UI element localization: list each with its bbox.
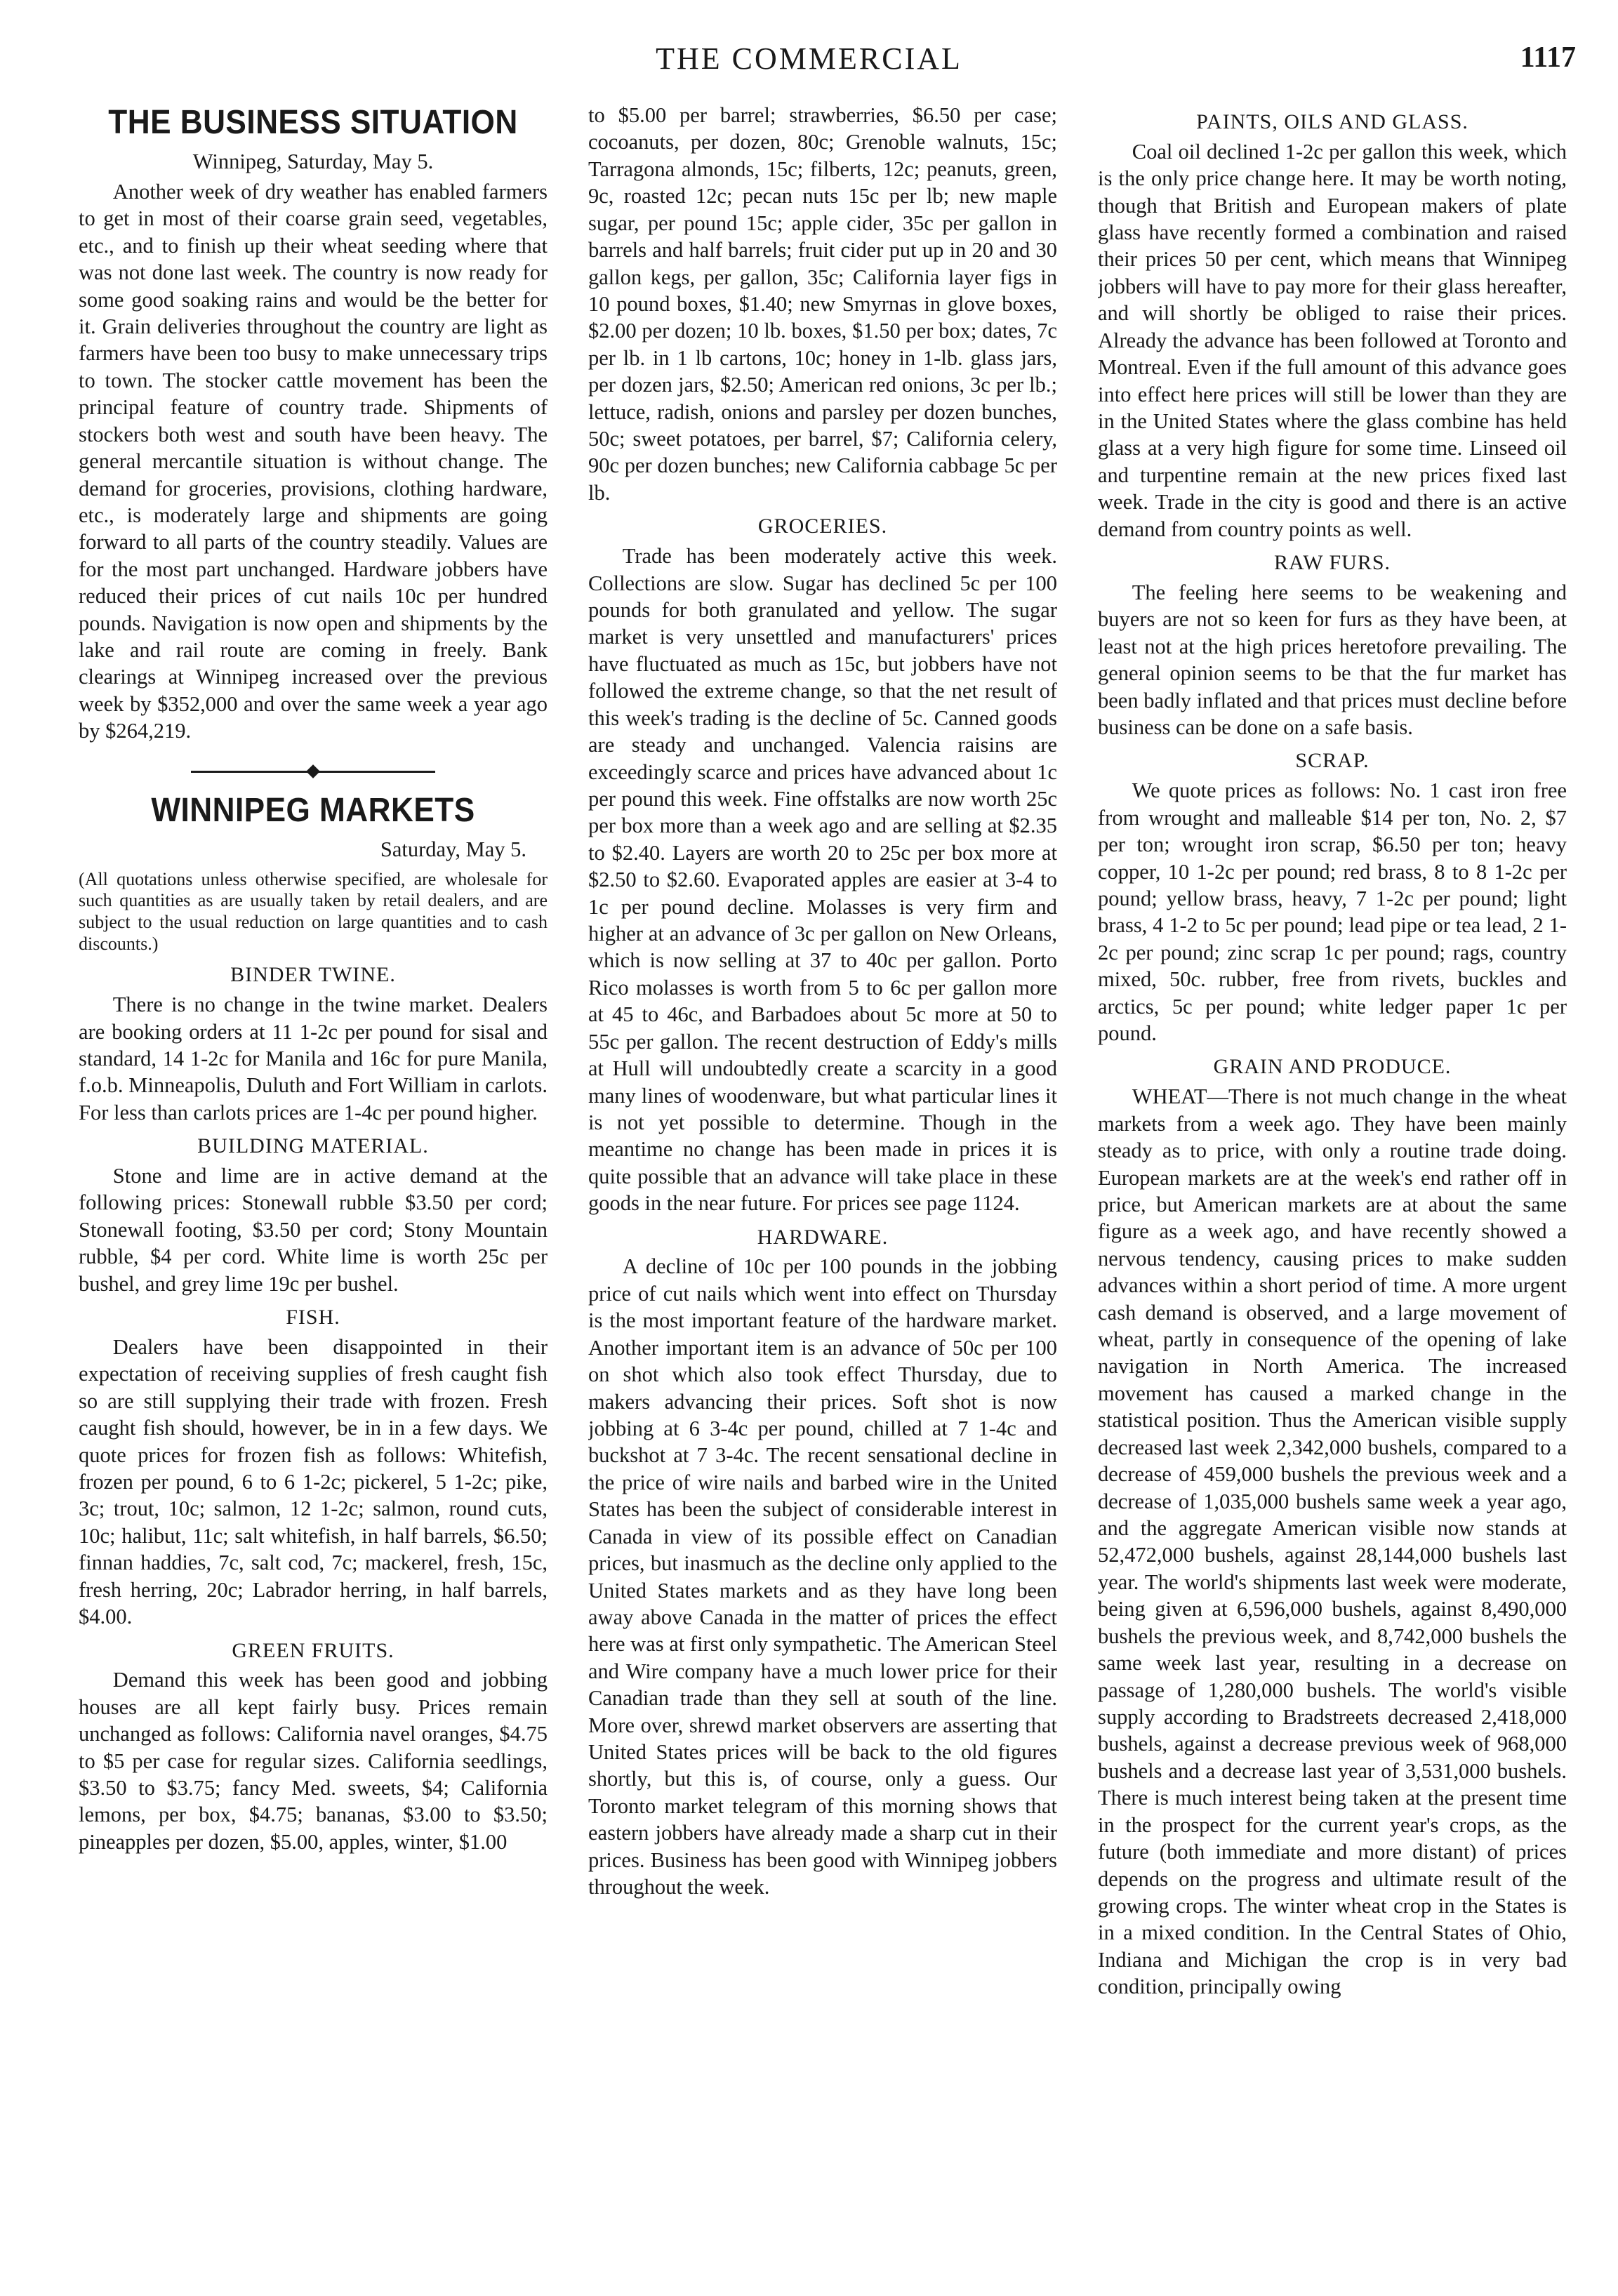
scrap-body: We quote prices as follows: No. 1 cast iron free from wrought and malleable $14 per ton, No. 2, $7 per ton; wrought iron scrap, $6.50 per ton; heavy copper, 10 1-2c per pound; red brass, 8 to 8 1-2c per pound; yellow brass, heavy, 7 1-2c per pound; light brass, 4 1-2 to 5c per pound; lead pipe or tea lead, 2 1-2c per pound; zinc scrap 1c per pound; rags, country mixed, 50c. rubber, free from rivets, buckles and arctics, 5c per pound; white ledger paper 1c per pound. [1098, 778, 1567, 1046]
business-situation-heading: THE BUSINESS SITUATION [108, 104, 518, 141]
winnipeg-markets-dateline: Saturday, May 5. [380, 837, 526, 862]
column-3 [1098, 102, 1567, 2264]
building-material-heading: BUILDING MATERIAL. [197, 1134, 429, 1158]
publication-title: THE COMMERCIAL [656, 41, 962, 76]
business-situation-body: Another week of dry weather has enabled farmers to get in most of their coarse grain seed, vegetables, etc., and to finish up their wheat seeding where that was not done last week. The country is now ready for some good soaking rains and would be the better for it. Grain deliveries throughout the country are light as farmers have been too busy to make unnecessary trips to town. The stocker cattle movement has been the principal feature of country trade. Shipments of stockers both west and south have been heavy. The general mercantile situation is without change. The demand for groceries, provisions, clothing hardware, etc., is moderately large and shipments are going forward to all parts of the country steadily. Values are for the most part unchanged. Hardware jobbers have reduced their prices of cut nails 10c per hundred pounds. Navigation is now open and shipments by the lake and rail route are coming in freely. Bank clearings at Winnipeg increased over the previous week by $352,000 and over the same week a year ago by $264,219. [79, 179, 548, 743]
binder-twine-body: There is no change in the twine market. Dealers are booking orders at 11 1-2c per pound for sisal and standard, 14 1-2c for Manila and 16c for pure Manila, f.o.b. Minneapolis, Duluth and Fort William in carlots. For less than carlots prices are 1-4c per pound higher. [79, 993, 548, 1124]
grain-body: WHEAT—There is not much change in the wheat markets from a week ago. They have been mainly steady as to price, with only a routine trade doing. European markets are at the week's end rather off in price, but American markets are at about the same figure as a week ago, and have recently showed a nervous tendency, causing prices to make sudden advances within a short period of time. A more urgent cash demand is observed, and a large movement of wheat, partly in consequence of the opening of lake navigation in North America. The increased movement has caused a marked change in the statistical position. Thus the American visible supply decreased last week 2,342,000 bushels, compared to a decrease of 459,000 bushels the previous week and a decrease of 1,035,000 bushels same week a year ago, and the aggregate American visible now stands at 52,472,000 bushels, against 28,144,000 bushels last year. The world's shipments last week were moderate, being given at 6,596,000 bushels, against 8,490,000 bushels the previous week, and 8,742,000 bushels the same week last year, resulting in a decrease on passage of 1,280,000 bushels. The world's visible supply according to Bradstreets decreased 2,418,000 bushels, against a decrease previous week of 968,000 bushels and a decrease last year of 3,531,000 bushels. There is much interest being taken at the present time in the prospect for the current year's crops, as the future (both immediate and more distant) of prices depends on the progress and ultimate result of the growing crops. The winter wheat crop in the States is in a mixed condition. In the Central States of Ohio, Indiana and Michigan the crop is in very bad condition, principally owing [1098, 1084, 1567, 1999]
raw-furs-body: The feeling here seems to be weakening and buyers are not so keen for furs as they have been, at least not at the high prices heretofore prevailing. The general opinion seems to be that the fur market has been badly inflated and that prices must decline before business can be done on a safe basis. [1098, 580, 1567, 740]
fish-body: Dealers have been disappointed in their expectation of receiving supplies of fresh caught fish so are still supplying their trade with frozen. Fresh caught fish should, however, be in in a few days. We quote prices for frozen fish as follows: Whitefish, frozen per pound, 6 to 6 1-2c; pickerel, 5 1-2c; pike, 3c; trout, 10c; salmon, 12 1-2c; salmon, round cuts, 10c; halibut, 11c; salt whitefish, in half barrels, $6.50; finnan haddies, 7c, salt cod, 7c; mackerel, fresh, 15c, fresh herring, 20c; Labrador herring, in half barrels, $4.00. [79, 1334, 548, 1629]
business-situation-dateline: Winnipeg, Saturday, May 5. [192, 150, 434, 174]
scrap-heading: SCRAP. [1295, 749, 1370, 773]
running-head [0, 41, 1618, 83]
binder-twine-heading: BINDER TWINE. [230, 963, 396, 987]
building-material-body: Stone and lime are in active demand at the following prices: Stonewall rubble $3.50 per cord; Stonewall footing, $3.50 per cord; Stony Mountain rubble, $4 per cord. White lime is worth 25c per bushel, and grey lime 19c per bushel. [79, 1164, 548, 1296]
green-fruits-body: Demand this week has been good and jobbing houses are all kept fairly busy. Prices remain unchanged as follows: California navel oranges, $4.75 to $5 per case for regular sizes. California seedlings, $3.50 to $3.75; fancy Med. sweets, $4; California lemons, per box, $4.75; bananas, $3.00 to $3.50; pineapples per dozen, $5.00, apples, winter, $1.00 [79, 1668, 548, 1854]
section-divider [79, 757, 548, 785]
text-columns [79, 102, 1567, 2264]
column-1 [79, 102, 548, 2264]
paints-heading: PAINTS, OILS AND GLASS. [1196, 110, 1468, 133]
green-fruits-heading: GREEN FRUITS. [232, 1638, 394, 1662]
hardware-heading: HARDWARE. [757, 1225, 889, 1249]
page-number: 1117 [1520, 41, 1576, 74]
divider-ornament [306, 764, 320, 778]
groceries-heading: GROCERIES. [757, 515, 888, 538]
fish-heading: FISH. [286, 1306, 340, 1329]
hardware-body: A decline of 10c per 100 pounds in the jobbing price of cut nails which went into effect on Thursday is the most important feature of the hardware market. Another important item is an advance of 50c per 100 on shot which also took effect Thursday, due to makers advancing their prices. Soft shot is now jobbing at 6 3-4c per pound, chilled at 7 1-4c and buckshot at 7 3-4c. The recent sensational decline in the price of wire nails and barbed wire in the United States has been the subject of considerable interest in Canada in view of its possible effect on Canadian prices, but inasmuch as the decline only applied to the United States markets and as they have long been away above Canada in the matter of prices the effect here was at first only sympathetic. The American Steel and Wire company have a much lower price for their Canadian trade than they sell at south of the line. More over, shrewd market observers are asserting that United States prices will be back to the old figures shortly, but this is, of course, only a guess. Our Toronto market telegram of this morning shows that eastern jobbers have already made a sharp cut in their prices. Business has been good with Winnipeg jobbers throughout the week. [588, 1254, 1057, 1899]
quotations-note: (All quotations unless otherwise specified, are wholesale for such quantities as are usually taken by retail dealers, and are subject to the usual reduction on large quantities and to cash discounts.) [79, 868, 548, 954]
groceries-body: Trade has been moderately active this week. Collections are slow. Sugar has declined 5c per 100 pounds for both granulated and yellow. The sugar market is very unsettled and manufacturers' prices have fluctuated as much as 15c, but jobbers have not followed the extreme change, so that the net result of this week's trading is the decline of 5c. Canned goods are steady and unchanged. Valencia raisins are exceedingly scarce and prices have advanced about 1c per pound this week. Fine offstalks are now worth 25c per box more than a week ago and are selling at $2.35 to $2.40. Layers are worth 20 to 25c per box more at $2.50 to $2.60. Evaporated apples are easier at 3-4 to 1c per pound decline. Molasses is very firm and higher at an advance of 3c per gallon on New Orleans, which is now selling at 37 to 40c per gallon. Porto Rico molasses is worth from 5 to 6c per gallon more at 45 to 46c, and Barbadoes about 5c more at 50 to 55c per gallon. The recent destruction of Eddy's mills at Hull will undoubtedly create a scarcity in a good many lines of woodenware, but what particular lines it is not yet possible to determine. Though in the meantime no change has been made in prices it is quite possible that an advance will take place in these goods in the near future. For prices see page 1124. [588, 544, 1057, 1216]
column-2 [588, 102, 1057, 2264]
winnipeg-markets-heading: WINNIPEG MARKETS [151, 791, 475, 829]
green-fruits-continued: to $5.00 per barrel; strawberries, $6.50 per case; cocoanuts, per dozen, 80c; Grenoble walnuts, 15c; Tarragona almonds, 15c; filberts, 12c; peanuts, green, 9c, roasted 12c; pecan nuts 15c per lb; new maple sugar, per pound 15c; apple cider, 35c per gallon in barrels and half barrels; fruit cider put up in 20 and 30 gallon kegs, per gallon, 35c; California layer figs in 10 pound boxes, $1.40; new Smyrnas in glove boxes, $2.00 per dozen; 10 lb. boxes, $1.50 per box; dates, 7c per lb. in 1 lb cartons, 10c; honey in 1-lb. glass jars, per dozen jars, $2.50; American red onions, 3c per lb.; lettuce, radish, onions and parsley per dozen bunches, 50c; sweet potatoes, per barrel, $7; California celery, 90c per dozen bunches; new California cabbage 5c per lb. [588, 103, 1057, 505]
raw-furs-heading: RAW FURS. [1273, 551, 1391, 575]
grain-heading: GRAIN AND PRODUCE. [1213, 1055, 1452, 1079]
paints-body: Coal oil declined 1-2c per gallon this week, which is the only price change here. It may be worth noting, though that British and European makers of plate glass have recently formed a combination and raised their prices 50 per cent, which means that Winnipeg jobbers will have to pay more for their glass hereafter, and will shortly be obliged to raise their prices. Already the advance has been followed at Toronto and Montreal. Even if the full amount of this advance goes into effect here prices will still be lower than they are in the United States where the glass combine has held glass at a very high figure for some time. Linseed oil and turpentine remain at the new prices fixed last week. Trade in the city is good and there is an active demand from country points as well. [1098, 139, 1567, 541]
